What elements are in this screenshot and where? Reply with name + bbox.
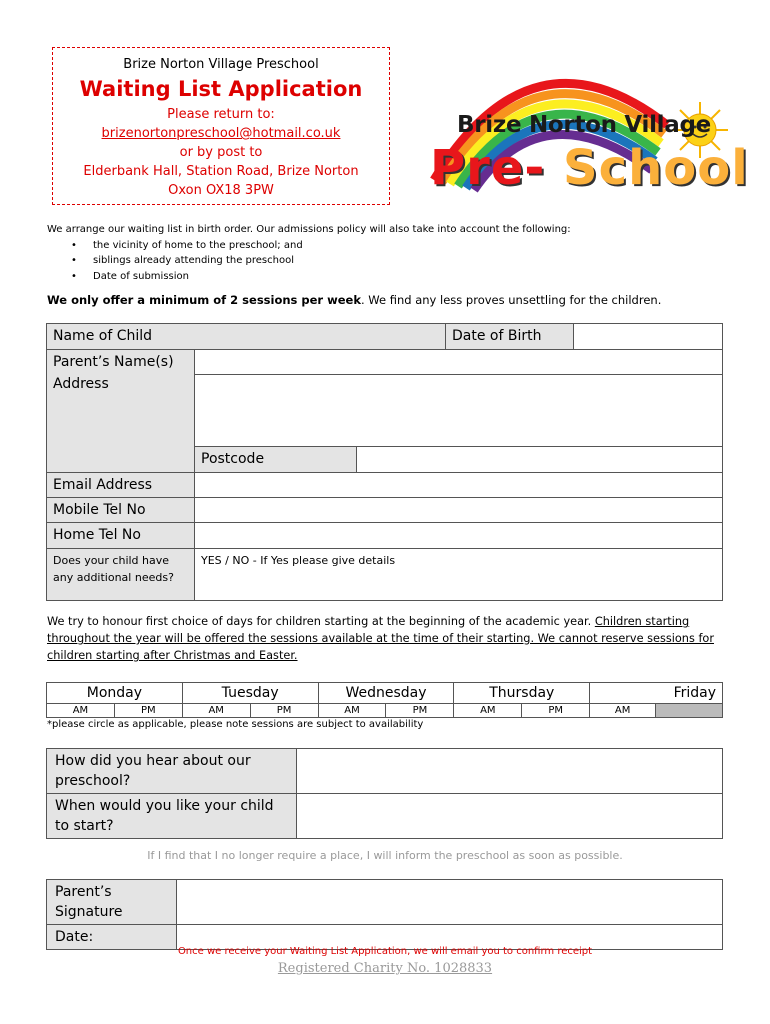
- hear-about-label: How did you hear about our preschool?: [47, 749, 297, 794]
- email-address-label: Email Address: [47, 473, 195, 498]
- minimum-rest: . We find any less proves unsettling for the children.: [360, 293, 662, 307]
- session-days-table: [46, 682, 723, 718]
- sessions-underlined: Children starting throughout the year will be offered the sessions available at the time of their starting. We cannot reserve sessions for children starting after Christmas and Easter.: [47, 615, 714, 662]
- return-label: Please return to:: [167, 107, 275, 122]
- date-label: Date:: [47, 925, 177, 950]
- sessions-plain: We try to honour first choice of days for children starting at the beginning of the academic year.: [47, 615, 595, 628]
- admissions-intro: [47, 222, 747, 284]
- date-of-birth-field[interactable]: [574, 324, 723, 350]
- email-address-field[interactable]: [195, 473, 723, 498]
- list-item: • siblings already attending the preschool: [93, 253, 747, 269]
- charity-number: Registered Charity No. 1028833: [277, 961, 493, 976]
- day-tuesday: Tuesday: [182, 683, 318, 704]
- header-box: [52, 47, 390, 205]
- thursday-pm[interactable]: PM: [522, 704, 590, 718]
- sessions-note: *please circle as applicable, please note sessions are subject to availability: [47, 719, 424, 730]
- yes-no-label: YES / NO - If Yes please give details: [201, 554, 396, 567]
- address-field[interactable]: [195, 375, 723, 447]
- postcode-field[interactable]: [357, 447, 723, 473]
- child-details-table: [46, 323, 723, 601]
- mobile-tel-label: Mobile Tel No: [47, 498, 195, 523]
- wednesday-am[interactable]: AM: [318, 704, 386, 718]
- home-tel-field[interactable]: [195, 523, 723, 549]
- day-monday: Monday: [47, 683, 183, 704]
- questions-table: [46, 748, 723, 839]
- friday-am[interactable]: AM: [590, 704, 656, 718]
- postcode-label: Postcode: [195, 447, 357, 473]
- receipt-note: Once we receive your Waiting List Application, we will email you to confirm receipt: [177, 946, 593, 957]
- parents-names-field[interactable]: [195, 350, 723, 375]
- additional-needs-field[interactable]: [195, 549, 723, 601]
- list-item: • the vicinity of home to the preschool; and: [93, 238, 747, 254]
- day-wednesday: Wednesday: [318, 683, 454, 704]
- additional-needs-label-2: any additional needs?: [53, 571, 174, 584]
- name-of-child-label: Name of Child: [47, 324, 446, 350]
- logo-line-2: Pre- School: [430, 140, 749, 196]
- parents-signature-label: Parent’s Signature: [47, 880, 177, 925]
- inform-statement: If I find that I no longer require a place, I will inform the preschool as soon as possible.: [147, 849, 623, 862]
- parents-signature-field[interactable]: [177, 880, 723, 925]
- parents-names-label: Parent’s Name(s): [53, 354, 174, 370]
- address-line-2: Oxon OX18 3PW: [168, 183, 274, 198]
- or-post-label: or by post to: [179, 145, 263, 160]
- address-line-1: Elderbank Hall, Station Road, Brize Norton: [83, 164, 359, 179]
- hear-about-field[interactable]: [297, 749, 723, 794]
- start-when-field[interactable]: [297, 794, 723, 839]
- preschool-logo: [412, 30, 749, 210]
- intro-text: We arrange our waiting list in birth order. Our admissions policy will also take into account the following:: [47, 224, 571, 235]
- preschool-name: Brize Norton Village Preschool: [123, 57, 319, 72]
- home-tel-label: Home Tel No: [47, 523, 195, 549]
- form-title: Waiting List Application: [79, 77, 363, 101]
- start-when-label: When would you like your child to start?: [47, 794, 297, 839]
- signature-table: [46, 879, 723, 950]
- friday-pm-unavailable: [656, 704, 723, 718]
- sessions-paragraph: [47, 613, 727, 664]
- date-of-birth-label: Date of Birth: [446, 324, 574, 350]
- minimum-sessions-note: [47, 293, 661, 307]
- thursday-am[interactable]: AM: [454, 704, 522, 718]
- tuesday-pm[interactable]: PM: [250, 704, 318, 718]
- day-friday: Friday: [590, 683, 723, 704]
- tuesday-am[interactable]: AM: [182, 704, 250, 718]
- additional-needs-label-1: Does your child have: [53, 554, 170, 567]
- email-link[interactable]: brizenortonpreschool@hotmail.co.uk: [101, 126, 341, 141]
- monday-pm[interactable]: PM: [114, 704, 182, 718]
- mobile-tel-field[interactable]: [195, 498, 723, 523]
- list-item: • Date of submission: [93, 269, 747, 285]
- day-thursday: Thursday: [454, 683, 590, 704]
- address-label: Address: [53, 376, 109, 392]
- monday-am[interactable]: AM: [47, 704, 115, 718]
- logo-line-1: Brize Norton Village: [457, 112, 711, 138]
- wednesday-pm[interactable]: PM: [386, 704, 454, 718]
- minimum-bold: We only offer a minimum of 2 sessions per week: [47, 293, 361, 307]
